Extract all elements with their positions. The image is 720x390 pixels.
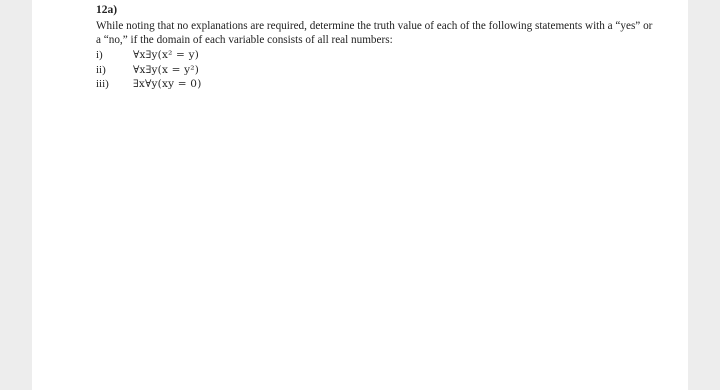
statement-label: ii) xyxy=(96,63,106,76)
statement-item-2 xyxy=(96,63,656,78)
document-page xyxy=(32,0,688,390)
question-instructions: While noting that no explanations are required, determine the truth value of each of the following statements with a “yes” or a “no,” if the domain of each variable consists of all real numbers: xyxy=(96,20,653,46)
statement-formula: ∀x∃y(x² = y) xyxy=(133,49,200,61)
question-block xyxy=(96,3,656,92)
statement-formula: ∃x∀y(xy = 0) xyxy=(133,78,202,90)
statement-label: iii) xyxy=(96,78,109,90)
statement-label: i) xyxy=(96,49,103,61)
statement-item-1 xyxy=(96,48,656,63)
statement-list xyxy=(96,48,656,92)
statement-item-3 xyxy=(96,77,656,92)
question-number: 12a) xyxy=(96,4,118,16)
statement-formula: ∀x∃y(x = y²) xyxy=(133,63,200,76)
